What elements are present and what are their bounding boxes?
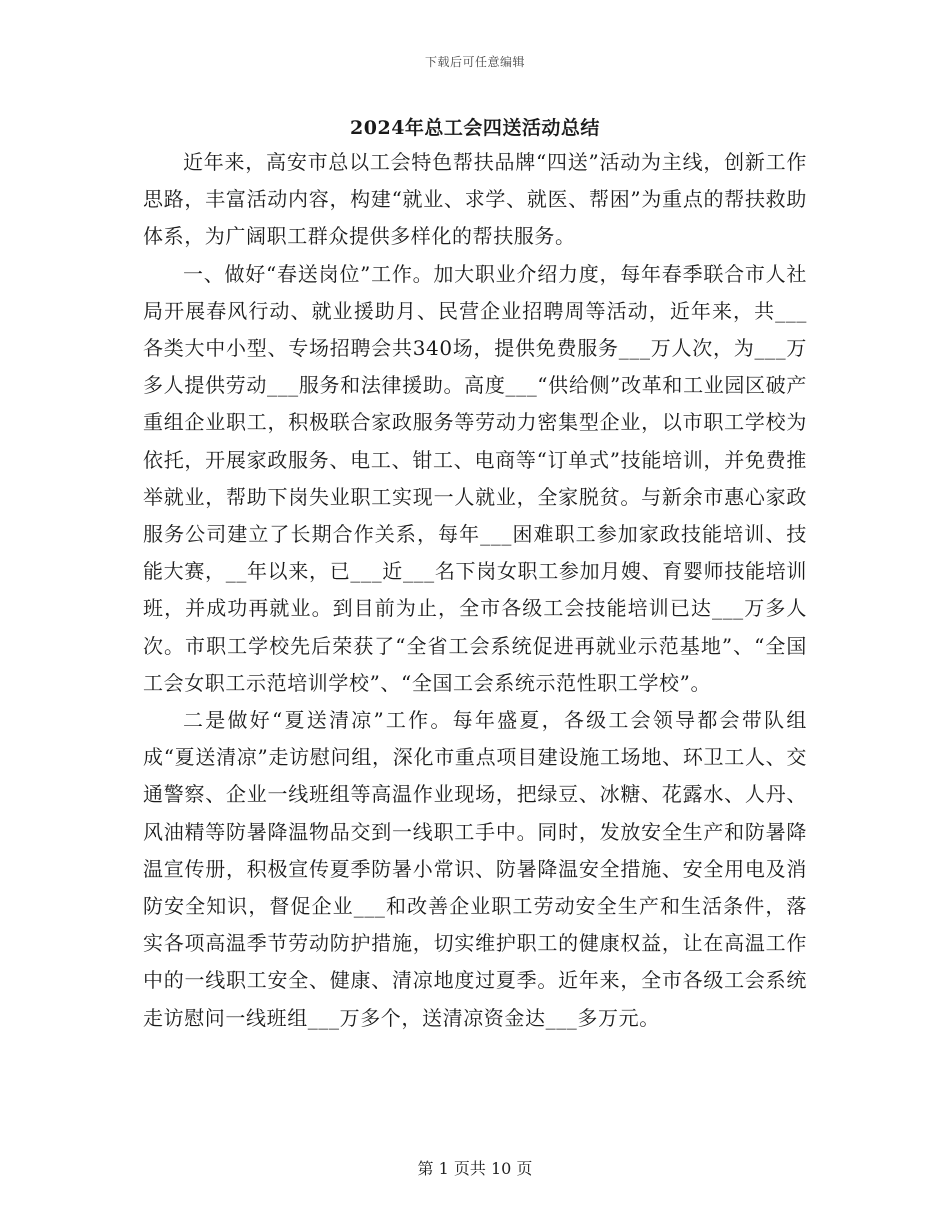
page-footer: 第 1 页共 10 页: [417, 1159, 533, 1178]
paragraph-summer-cooling: 二是做好“夏送清凉”工作。每年盛夏，各级工会领导都会带队组成“夏送清凉”走访慰问组，深化市重点项目建设施工场地、环卫工人、交通警察、企业一线班组等高温作业现场，把绿豆、冰糖、花露水、人丹、风油精等防暑降温物品交到一线职工手中。同时，发放安全生产和防暑降温宣传册，积极宣传夏季防暑小常识、防暑降温安全措施、安全用电及消防安全知识，督促企业___和改善企业职工劳动安全生产和生活条件，落实各项高温季节劳动防护措施，切实维护职工的健康权益，让在高温工作中的一线职工安全、健康、清凉地度过夏季。近年来，全市各级工会系统走访慰问一线班组___万多个，送清凉资金达___多万元。: [143, 708, 807, 1030]
paragraph-intro: 近年来，高安市总以工会特色帮扶品牌“四送”活动为主线，创新工作思路，丰富活动内容，构建“就业、求学、就医、帮困”为重点的帮扶救助体系，为广阔职工群众提供多样化的帮扶服务。: [143, 150, 807, 249]
document-body: [143, 144, 807, 1037]
paragraph-spring-jobs: 一、做好“春送岗位”工作。加大职业介绍力度，每年春季联合市人社局开展春风行动、就业援助月、民营企业招聘周等活动，近年来，共___各类大中小型、专场招聘会共340场，提供免费服务___万人次，为___万多人提供劳动___服务和法律援助。高度___“供给侧”改革和工业园区破产重组企业职工，积极联合家政服务等劳动力密集型企业，以市职工学校为依托，开展家政服务、电工、钳工、电商等“订单式”技能培训，并免费推举就业，帮助下岗失业职工实现一人就业，全家脱贫。与新余市惠心家政服务公司建立了长期合作关系，每年___困难职工参加家政技能培训、技能大赛，__年以来，已___近___名下岗女职工参加月嫂、育婴师技能培训班，并成功再就业。到目前为止，全市各级工会技能培训已达___万多人次。市职工学校先后荣获了“全省工会系统促进再就业示范基地”、“全国工会女职工示范培训学校”、“全国工会系统示范性职工学校”。: [143, 261, 807, 695]
document-title: 2024年总工会四送活动总结: [350, 117, 600, 139]
header-note: 下载后可任意编辑: [424, 55, 525, 69]
